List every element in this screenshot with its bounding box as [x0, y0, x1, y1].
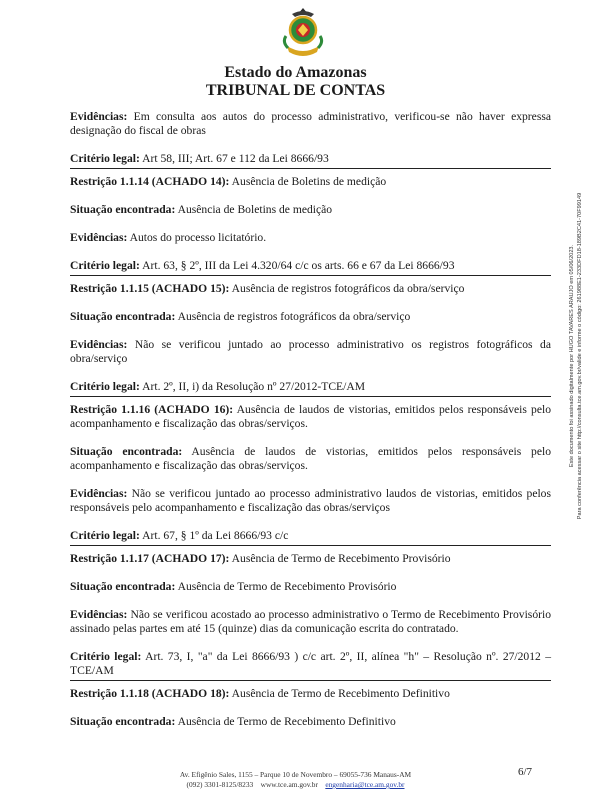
situation-paragraph	[70, 445, 551, 473]
restriction-paragraph	[70, 175, 551, 189]
footer-phone: (092) 3301-8125/8233	[186, 780, 254, 789]
page-number: 6/7	[518, 766, 533, 778]
header-state-name: Estado do Amazonas	[224, 64, 367, 81]
paragraph-text: Ausência de registros fotográficos da obra/serviço	[229, 282, 465, 295]
situation-paragraph	[70, 715, 551, 729]
paragraph-label: Restrição 1.1.18 (ACHADO 18):	[70, 687, 230, 700]
paragraph-text: Ausência de Boletins de medição	[175, 203, 333, 216]
restriction-paragraph	[70, 403, 551, 431]
situation-paragraph	[70, 310, 551, 324]
paragraph-label: Restrição 1.1.17 (ACHADO 17):	[70, 552, 230, 565]
evidence-paragraph	[70, 110, 551, 138]
paragraph-label: Situação encontrada:	[70, 580, 176, 593]
page-footer	[110, 770, 481, 790]
paragraph-label: Evidências:	[70, 608, 128, 621]
paragraph-label: Critério legal:	[70, 529, 140, 542]
paragraph-label: Restrição 1.1.15 (ACHADO 15):	[70, 282, 230, 295]
paragraph-text: Autos do processo licitatório.	[127, 231, 267, 244]
legal-criterion-paragraph	[70, 152, 551, 169]
evidence-paragraph	[70, 608, 551, 636]
legal-criterion-paragraph	[70, 380, 551, 397]
legal-criterion-paragraph	[70, 529, 551, 546]
paragraph-label: Situação encontrada:	[70, 445, 183, 458]
paragraph-label: Critério legal:	[70, 259, 140, 272]
paragraph-label: Evidências:	[70, 231, 128, 244]
paragraph-text: Art. 63, § 2º, III da Lei 4.320/64 c/c os arts. 66 e 67 da Lei 8666/93	[139, 259, 455, 272]
footer-address: Av. Efigênio Sales, 1155 – Parque 10 de Novembro – 69055-736 Manaus-AM	[179, 770, 412, 779]
paragraph-text: Art. 73, I, "a" da Lei 8666/93 ) c/c art. 2º, II, alínea "h" – Resolução nº. 27/2012 – TCE/AM	[70, 650, 551, 677]
legal-criterion-paragraph	[70, 650, 551, 681]
paragraph-text: Art. 67, § 1º da Lei 8666/93 c/c	[139, 529, 289, 542]
footer-email-link[interactable]: engenharia@tce.am.gov.br	[325, 780, 405, 789]
paragraph-text: Ausência de Termo de Recebimento Provisório	[175, 580, 397, 593]
paragraph-text: Ausência de Termo de Recebimento Definitivo	[175, 715, 396, 728]
evidence-paragraph	[70, 487, 551, 515]
paragraph-label: Critério legal:	[70, 650, 142, 663]
paragraph-text: Ausência de Termo de Recebimento Definitivo	[229, 687, 450, 700]
situation-paragraph	[70, 580, 551, 594]
paragraph-text: Ausência de Termo de Recebimento Provisório	[229, 552, 451, 565]
paragraph-label: Situação encontrada:	[70, 203, 176, 216]
paragraph-label: Evidências:	[70, 110, 128, 123]
document-body	[70, 110, 551, 729]
paragraph-text: Art 58, III; Art. 67 e 112 da Lei 8666/93	[139, 152, 329, 165]
state-coat-of-arms-icon	[278, 6, 328, 62]
verification-line: Para conferência acessar o site http://consulta.tce.am.gov.br/valide e informe o código: 261988E1-233DFD18-189B2C41-70F99149	[577, 192, 583, 520]
paragraph-text: Não se verificou juntado ao processo administrativo laudos de vistorias, emitidos pelos responsáveis pelo acompanhamento e fiscalização das obras/serviços	[70, 487, 551, 514]
paragraph-text: Não se verificou acostado ao processo administrativo o Termo de Recebimento Provisório assinado pelas partes em até 15 (quinze) dias da comunicação escrita do contratado.	[70, 608, 551, 635]
footer-contacts	[110, 780, 481, 790]
paragraph-label: Situação encontrada:	[70, 715, 176, 728]
evidence-paragraph	[70, 338, 551, 366]
paragraph-label: Critério legal:	[70, 152, 140, 165]
paragraph-text: Art. 2º, II, i) da Resolução nº 27/2012-TCE/AM	[139, 380, 366, 393]
paragraph-label: Evidências:	[70, 487, 128, 500]
footer-website: www.tce.am.gov.br	[260, 780, 318, 789]
paragraph-label: Critério legal:	[70, 380, 140, 393]
paragraph-text: Em consulta aos autos do processo administrativo, verificou-se não haver expressa designação do fiscal de obras	[70, 110, 551, 137]
paragraph-label: Restrição 1.1.16 (ACHADO 16):	[70, 403, 234, 416]
restriction-paragraph	[70, 282, 551, 296]
paragraph-text: Ausência de registros fotográficos da obra/serviço	[175, 310, 411, 323]
paragraph-text: Ausência de Boletins de medição	[229, 175, 387, 188]
paragraph-label: Evidências:	[70, 338, 128, 351]
paragraph-text: Ausência de laudos de vistorias, emitidos pelos responsáveis pelo acompanhamento e fiscalização das obras/serviços.	[70, 403, 551, 430]
paragraph-label: Restrição 1.1.14 (ACHADO 14):	[70, 175, 230, 188]
legal-criterion-paragraph	[70, 259, 551, 276]
signature-line: Este documento foi assinado digitalmente por HUGO TAVARES ARAUJO em 05/06/2023.	[569, 244, 575, 468]
evidence-paragraph	[70, 231, 551, 245]
digital-signature-note	[568, 156, 584, 556]
restriction-paragraph	[70, 687, 551, 701]
paragraph-text: Não se verificou juntado ao processo administrativo os registros fotográficos da obra/serviço	[70, 338, 551, 365]
paragraph-text: Ausência de laudos de vistorias, emitidos pelos responsáveis pelo acompanhamento e fiscalização das obras/serviços.	[70, 445, 551, 472]
header-tribunal-name: TRIBUNAL DE CONTAS	[205, 82, 386, 99]
restriction-paragraph	[70, 552, 551, 566]
situation-paragraph	[70, 203, 551, 217]
paragraph-label: Situação encontrada:	[70, 310, 176, 323]
